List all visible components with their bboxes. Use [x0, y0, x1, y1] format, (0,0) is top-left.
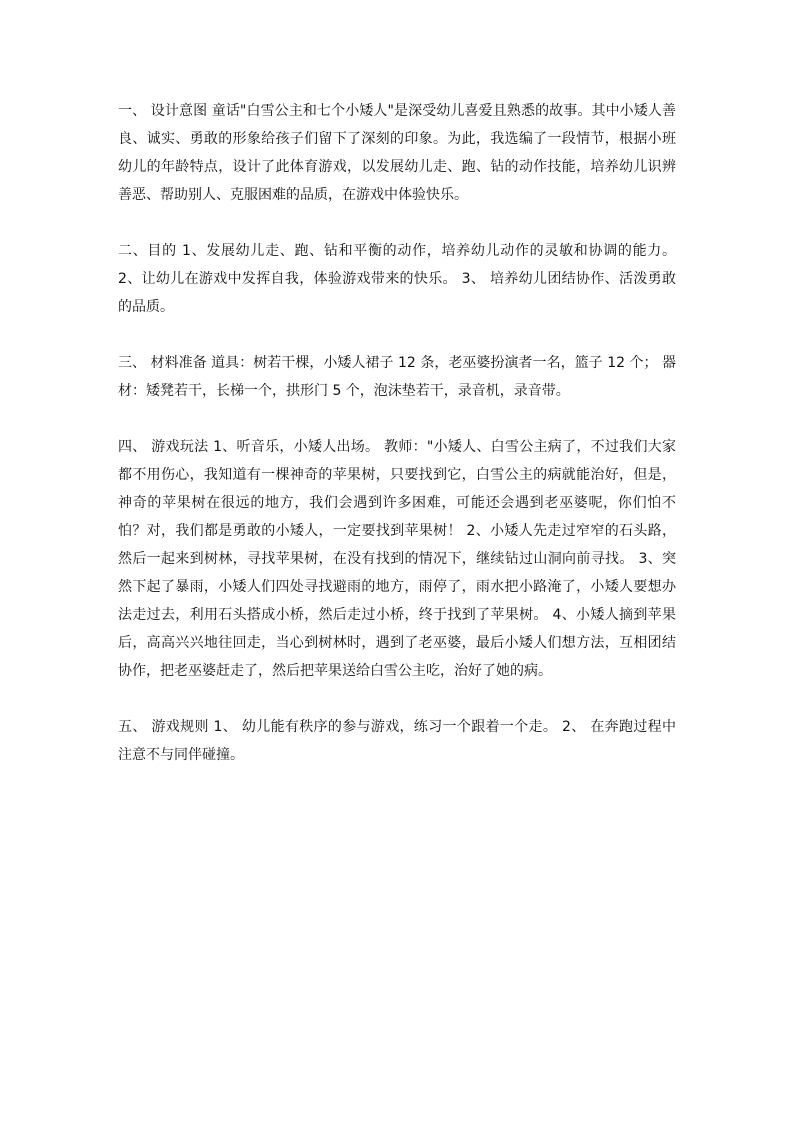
section-rules: 五、 游戏规则 1、 幼儿能有秩序的参与游戏，练习一个跟着一个走。 2、 在奔跑过程中注意不与同伴碰撞。	[118, 719, 676, 763]
section-materials: 三、 材料准备 道具：树若干棵，小矮人裙子 12 条，老巫婆扮演者一名，篮子 12 个； 器材：矮凳若干，长梯一个，拱形门 5 个，泡沫垫若干，录音机，录音带。	[118, 355, 676, 399]
document-body	[118, 97, 676, 797]
section-goals: 二、目的 1、发展幼儿走、跑、钻和平衡的动作，培养幼儿动作的灵敏和协调的能力。 2、让幼儿在游戏中发挥自我，体验游戏带来的快乐。 3、 培养幼儿团结协作、活泼勇敢的品质。	[118, 243, 676, 315]
section-gameplay: 四、 游戏玩法 1、听音乐，小矮人出场。 教师："小矮人、白雪公主病了，不过我们大家都不用伤心，我知道有一棵神奇的苹果树，只要找到它，白雪公主的病就能治好，但是，神奇的苹果树在很远的地方，我们会遇到许多困难，可能还会遇到老巫婆呢，你们怕不怕？对，我们都是勇敢的小矮人，一定要找到苹果树！ 2、小矮人先走过窄窄的石头路，然后一起来到树林，寻找苹果树，在没有找到的情况下，继续钻过山洞向前寻找。 3、突然下起了暴雨，小矮人们四处寻找避雨的地方，雨停了，雨水把小路淹了，小矮人要想办法走过去，利用石头搭成小桥，然后走过小桥，终于找到了苹果树。 4、小矮人摘到苹果后，高高兴兴地往回走，当心到树林时，遇到了老巫婆，最后小矮人们想方法，互相团结协作，把老巫婆赶走了，然后把苹果送给白雪公主吃，治好了她的病。	[118, 439, 676, 679]
section-design-intent: 一、 设计意图 童话"白雪公主和七个小矮人"是深受幼儿喜爱且熟悉的故事。其中小矮人善良、诚实、勇敢的形象给孩子们留下了深刻的印象。为此，我选编了一段情节，根据小班幼儿的年龄特点，设计了此体育游戏，以发展幼儿走、跑、钻的动作技能，培养幼儿识辨善恶、帮助别人、克服困难的品质，在游戏中体验快乐。	[118, 103, 676, 203]
